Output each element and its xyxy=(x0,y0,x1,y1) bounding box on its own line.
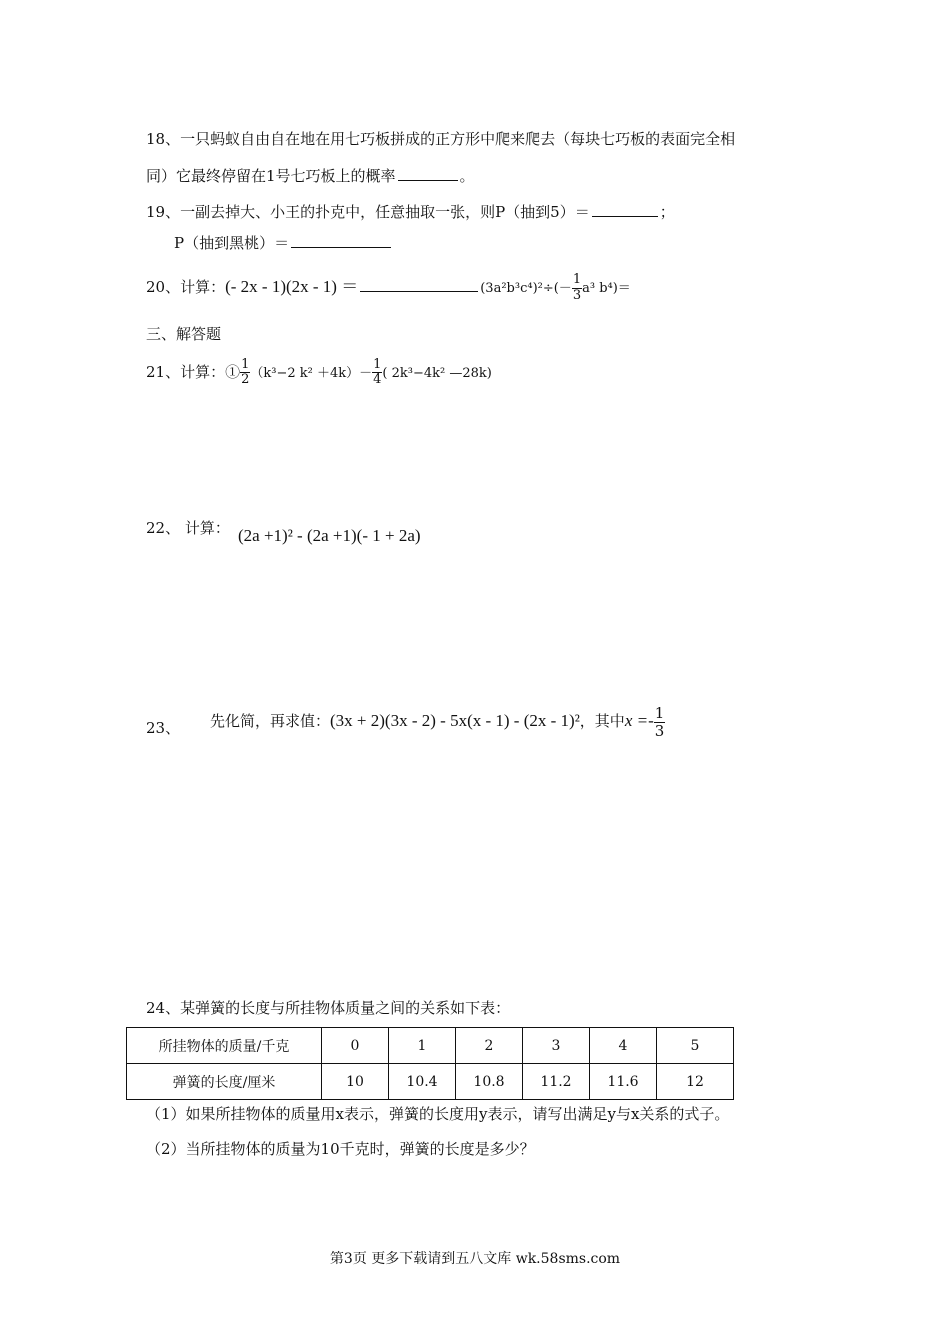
q21-fraction-1 xyxy=(240,358,250,388)
q23-expression: (3x + 2)(3x - 2) - 5x(x - 1) - (2x - 1)² xyxy=(330,711,580,730)
table-cell: 3 xyxy=(523,1028,590,1064)
q23-frac-den: 3 xyxy=(654,721,665,740)
page-footer: 第3页 更多下载请到五八文库 wk.58sms.com xyxy=(329,1251,621,1267)
q24-sub2: （2）当所挂物体的质量为10千克时，弹簧的长度是多少？ xyxy=(146,1140,535,1158)
table-cell: 4 xyxy=(590,1028,657,1064)
table-cell: 11.2 xyxy=(523,1064,590,1100)
q20-expr2-pre: (3a²b³c⁴)²÷(－ xyxy=(480,281,572,296)
q23-line xyxy=(210,705,665,739)
q24-intro: 24、某弹簧的长度与所挂物体质量之间的关系如下表： xyxy=(146,999,511,1017)
q19-answer-blank-1[interactable] xyxy=(592,215,658,217)
q20-expr2-post: a³ b⁴)＝ xyxy=(582,281,631,296)
q20-answer-blank[interactable] xyxy=(360,290,478,292)
spring-table xyxy=(126,1027,734,1100)
q20-frac-den: 3 xyxy=(572,287,582,303)
table-cell: 10.8 xyxy=(456,1064,523,1100)
q19-line1-end: ； xyxy=(659,203,675,221)
table-cell: 5 xyxy=(657,1028,734,1064)
q18-end: 。 xyxy=(459,167,475,185)
q21-f1-den: 2 xyxy=(241,372,250,388)
q22-label: 22、 计算： xyxy=(146,519,230,537)
q23-frac-num: 1 xyxy=(654,704,665,722)
q21-line xyxy=(146,358,492,388)
q18-line2-text: 同）它最终停留在1号七巧板上的概率 xyxy=(146,167,396,185)
q21-f2-num: 1 xyxy=(373,357,382,372)
q24-sub1: （1）如果所挂物体的质量用x表示，弹簧的长度用y表示，请写出满足y与x关系的式子。 xyxy=(146,1105,730,1123)
q18-answer-blank[interactable] xyxy=(398,179,458,181)
table-cell: 1 xyxy=(389,1028,456,1064)
q19-line2 xyxy=(174,232,393,253)
q21-part2: ( 2k³−4k² —28k) xyxy=(382,365,492,381)
table-cell: 11.6 xyxy=(590,1064,657,1100)
q19-line1 xyxy=(146,201,675,222)
q20-fraction xyxy=(572,273,582,303)
q23-x-equals: x =- xyxy=(624,711,654,730)
table-cell: 2 xyxy=(456,1028,523,1064)
q20-frac-num: 1 xyxy=(572,272,582,288)
q21-f1-num: 1 xyxy=(241,357,250,372)
table-cell: 10.4 xyxy=(389,1064,456,1100)
table-row-mass xyxy=(127,1028,734,1064)
q19-line1-text: 19、一副去掉大、小王的扑克中，任意抽取一张，则P（抽到5）＝ xyxy=(146,203,590,221)
q23-where: ，其中 xyxy=(579,712,625,730)
q21-f2-den: 4 xyxy=(373,372,382,388)
q21-label: 21、计算：① xyxy=(146,362,241,381)
q23-fraction xyxy=(654,705,666,739)
q20-label: 20、计算： xyxy=(146,278,226,296)
q18-line1: 18、一只蚂蚁自由自在地在用七巧板拼成的正方形中爬来爬去（每块七巧板的表面完全相 xyxy=(146,130,736,148)
q18-line2 xyxy=(146,165,475,186)
table-header-length: 弹簧的长度/厘米 xyxy=(127,1064,322,1100)
table-row-length xyxy=(127,1064,734,1100)
q19-answer-blank-2[interactable] xyxy=(291,246,391,248)
q19-line2-text: P（抽到黑桃）＝ xyxy=(174,234,290,252)
q23-text: 先化简，再求值： xyxy=(210,712,331,730)
table-cell: 10 xyxy=(322,1064,389,1100)
table-cell: 12 xyxy=(657,1064,734,1100)
table-cell: 0 xyxy=(322,1028,389,1064)
q20-line xyxy=(146,272,631,303)
q23-label: 23、 xyxy=(146,719,181,737)
q22-expression: (2a +1)² - (2a +1)(- 1 + 2a) xyxy=(238,526,421,545)
table-header-mass: 所挂物体的质量/千克 xyxy=(127,1028,322,1064)
q21-part1: （k³−2 k² ＋4k）－ xyxy=(250,365,373,381)
q21-fraction-2 xyxy=(372,358,382,388)
q20-expr1: (- 2x - 1)(2x - 1) ＝ xyxy=(225,277,359,296)
section-heading: 三、解答题 xyxy=(146,325,222,343)
